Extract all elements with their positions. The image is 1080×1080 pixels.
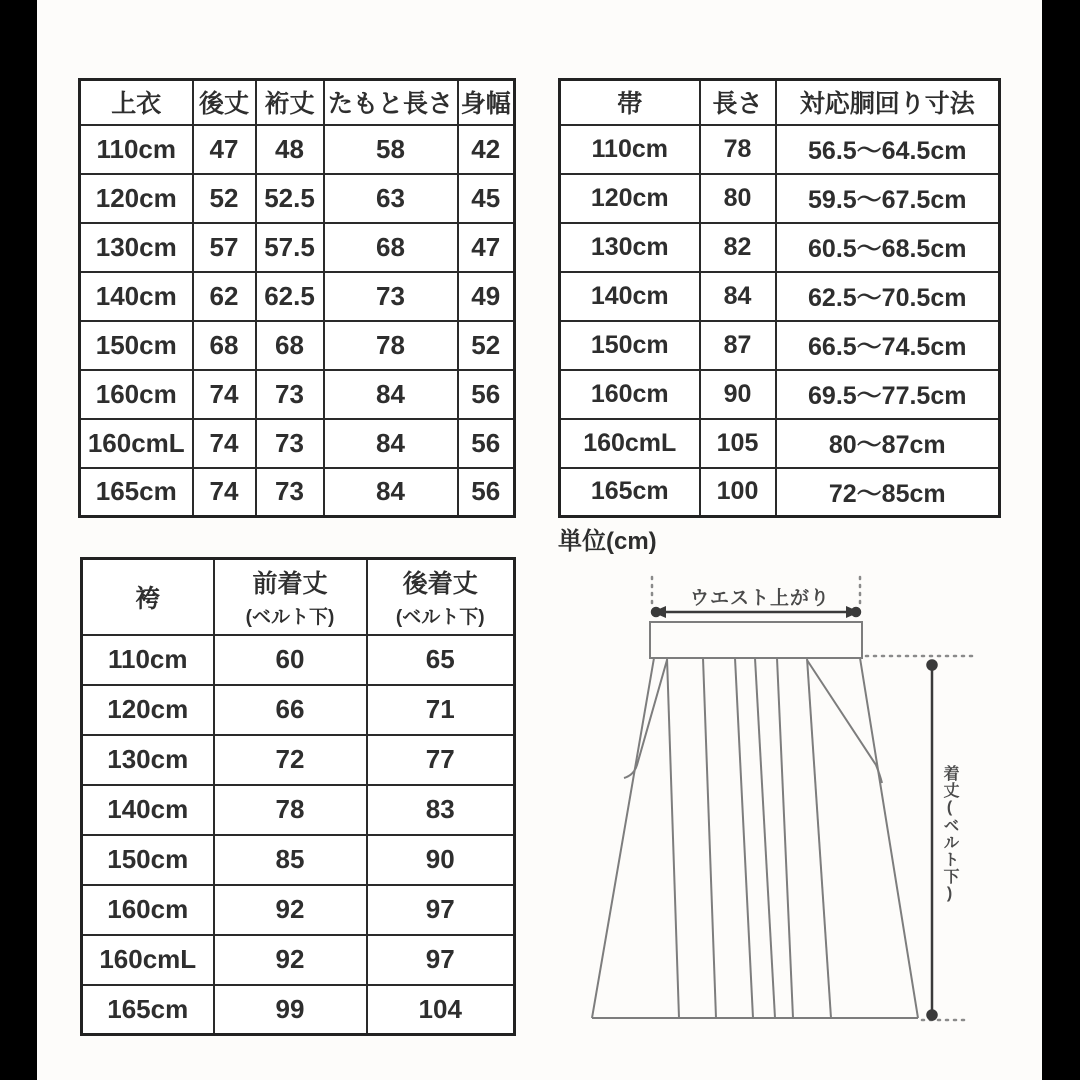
size-cell: 120cm xyxy=(560,174,700,223)
size-cell: 120cm xyxy=(80,174,193,223)
value-cell: 63 xyxy=(324,174,458,223)
column-header: 長さ xyxy=(700,80,776,125)
value-cell: 72 xyxy=(214,735,367,785)
table-row xyxy=(80,272,515,321)
table-row xyxy=(82,835,515,885)
value-cell: 78 xyxy=(324,321,458,370)
value-cell: 84 xyxy=(700,272,776,321)
size-cell: 160cm xyxy=(80,370,193,419)
value-cell: 92 xyxy=(214,885,367,935)
value-cell: 59.5〜67.5cm xyxy=(776,174,1000,223)
value-cell: 66 xyxy=(214,685,367,735)
value-cell: 56 xyxy=(458,370,515,419)
size-cell: 140cm xyxy=(80,272,193,321)
table-row xyxy=(560,272,1000,321)
value-cell: 52.5 xyxy=(256,174,324,223)
value-cell: 52 xyxy=(458,321,515,370)
size-cell: 160cmL xyxy=(80,419,193,468)
table-row xyxy=(80,223,515,272)
value-cell: 73 xyxy=(256,468,324,517)
value-cell: 74 xyxy=(193,468,256,517)
value-cell: 85 xyxy=(214,835,367,885)
value-cell: 74 xyxy=(193,370,256,419)
size-cell: 165cm xyxy=(82,985,214,1035)
value-cell: 69.5〜77.5cm xyxy=(776,370,1000,419)
value-cell: 78 xyxy=(700,125,776,174)
column-header: 対応胴回り寸法 xyxy=(776,80,1000,125)
value-cell: 66.5〜74.5cm xyxy=(776,321,1000,370)
size-cell: 160cmL xyxy=(82,935,214,985)
size-cell: 150cm xyxy=(560,321,700,370)
table-row xyxy=(560,321,1000,370)
size-cell: 130cm xyxy=(80,223,193,272)
table-row xyxy=(82,885,515,935)
table-row xyxy=(560,370,1000,419)
column-header: 上衣 xyxy=(80,80,193,125)
column-header: 身幅 xyxy=(458,80,515,125)
size-cell: 165cm xyxy=(80,468,193,517)
column-header: 前着丈 (ベルト下) xyxy=(214,559,367,635)
value-cell: 90 xyxy=(367,835,515,885)
value-cell: 99 xyxy=(214,985,367,1035)
value-cell: 42 xyxy=(458,125,515,174)
table-row xyxy=(82,735,515,785)
value-cell: 58 xyxy=(324,125,458,174)
length-arrow xyxy=(928,661,937,1020)
value-cell: 78 xyxy=(214,785,367,835)
size-cell: 160cmL xyxy=(560,419,700,468)
value-cell: 48 xyxy=(256,125,324,174)
value-cell: 56 xyxy=(458,468,515,517)
table-row xyxy=(82,635,515,685)
value-cell: 52 xyxy=(193,174,256,223)
value-cell: 105 xyxy=(700,419,776,468)
value-cell: 47 xyxy=(193,125,256,174)
left-side-slit xyxy=(624,660,667,778)
jacket-size-table xyxy=(78,78,516,518)
value-cell: 73 xyxy=(256,419,324,468)
size-cell: 150cm xyxy=(82,835,214,885)
column-header: 裄丈 xyxy=(256,80,324,125)
value-cell: 62.5 xyxy=(256,272,324,321)
table-row xyxy=(80,125,515,174)
value-cell: 83 xyxy=(367,785,515,835)
hakama-outline xyxy=(592,622,918,1018)
column-header: 袴 xyxy=(82,559,214,635)
column-header: 後着丈 (ベルト下) xyxy=(367,559,515,635)
size-cell: 140cm xyxy=(560,272,700,321)
size-cell: 150cm xyxy=(80,321,193,370)
waistband xyxy=(650,622,862,658)
table-row xyxy=(80,419,515,468)
value-cell: 71 xyxy=(367,685,515,735)
value-cell: 74 xyxy=(193,419,256,468)
value-cell: 104 xyxy=(367,985,515,1035)
value-cell: 68 xyxy=(256,321,324,370)
value-cell: 47 xyxy=(458,223,515,272)
table-row xyxy=(80,321,515,370)
table-row xyxy=(80,370,515,419)
value-cell: 60.5〜68.5cm xyxy=(776,223,1000,272)
unit-note: 単位(cm) xyxy=(558,528,657,555)
size-cell: 110cm xyxy=(82,635,214,685)
table-row xyxy=(82,785,515,835)
size-cell: 130cm xyxy=(82,735,214,785)
value-cell: 77 xyxy=(367,735,515,785)
column-header: 後丈 xyxy=(193,80,256,125)
skirt-length-label: 着丈(ベルト下) xyxy=(941,765,958,903)
value-cell: 92 xyxy=(214,935,367,985)
obi-size-table xyxy=(558,78,1001,518)
size-cell: 160cm xyxy=(560,370,700,419)
value-cell: 57.5 xyxy=(256,223,324,272)
table-row xyxy=(560,468,1000,517)
size-cell: 120cm xyxy=(82,685,214,735)
value-cell: 84 xyxy=(324,419,458,468)
column-header: 帯 xyxy=(560,80,700,125)
value-cell: 56.5〜64.5cm xyxy=(776,125,1000,174)
value-cell: 45 xyxy=(458,174,515,223)
hakama-size-table xyxy=(80,557,516,1036)
value-cell: 68 xyxy=(324,223,458,272)
value-cell: 68 xyxy=(193,321,256,370)
table-row xyxy=(560,419,1000,468)
value-cell: 87 xyxy=(700,321,776,370)
value-cell: 56 xyxy=(458,419,515,468)
value-cell: 65 xyxy=(367,635,515,685)
table-row xyxy=(80,174,515,223)
column-header: たもと長さ xyxy=(324,80,458,125)
table-row xyxy=(80,468,515,517)
value-cell: 90 xyxy=(700,370,776,419)
value-cell: 73 xyxy=(256,370,324,419)
table-row xyxy=(560,125,1000,174)
value-cell: 84 xyxy=(324,468,458,517)
value-cell: 84 xyxy=(324,370,458,419)
size-chart-sheet xyxy=(37,0,1042,1080)
value-cell: 73 xyxy=(324,272,458,321)
table-row xyxy=(82,935,515,985)
waist-width-label: ウエスト上がり xyxy=(689,588,830,609)
guide-dotted-lines xyxy=(652,577,974,1020)
pillarbox-right xyxy=(1042,0,1080,1080)
value-cell: 82 xyxy=(700,223,776,272)
value-cell: 80〜87cm xyxy=(776,419,1000,468)
value-cell: 97 xyxy=(367,935,515,985)
value-cell: 60 xyxy=(214,635,367,685)
value-cell: 80 xyxy=(700,174,776,223)
hakama-measurement-diagram xyxy=(560,565,1030,1045)
value-cell: 62.5〜70.5cm xyxy=(776,272,1000,321)
value-cell: 97 xyxy=(367,885,515,935)
table-row xyxy=(82,985,515,1035)
value-cell: 62 xyxy=(193,272,256,321)
size-cell: 165cm xyxy=(560,468,700,517)
size-cell: 110cm xyxy=(80,125,193,174)
value-cell: 49 xyxy=(458,272,515,321)
size-cell: 130cm xyxy=(560,223,700,272)
size-cell: 160cm xyxy=(82,885,214,935)
pillarbox-left xyxy=(0,0,38,1080)
table-row xyxy=(560,174,1000,223)
table-row xyxy=(560,223,1000,272)
table-row xyxy=(82,685,515,735)
value-cell: 100 xyxy=(700,468,776,517)
size-cell: 110cm xyxy=(560,125,700,174)
size-cell: 140cm xyxy=(82,785,214,835)
value-cell: 57 xyxy=(193,223,256,272)
value-cell: 72〜85cm xyxy=(776,468,1000,517)
